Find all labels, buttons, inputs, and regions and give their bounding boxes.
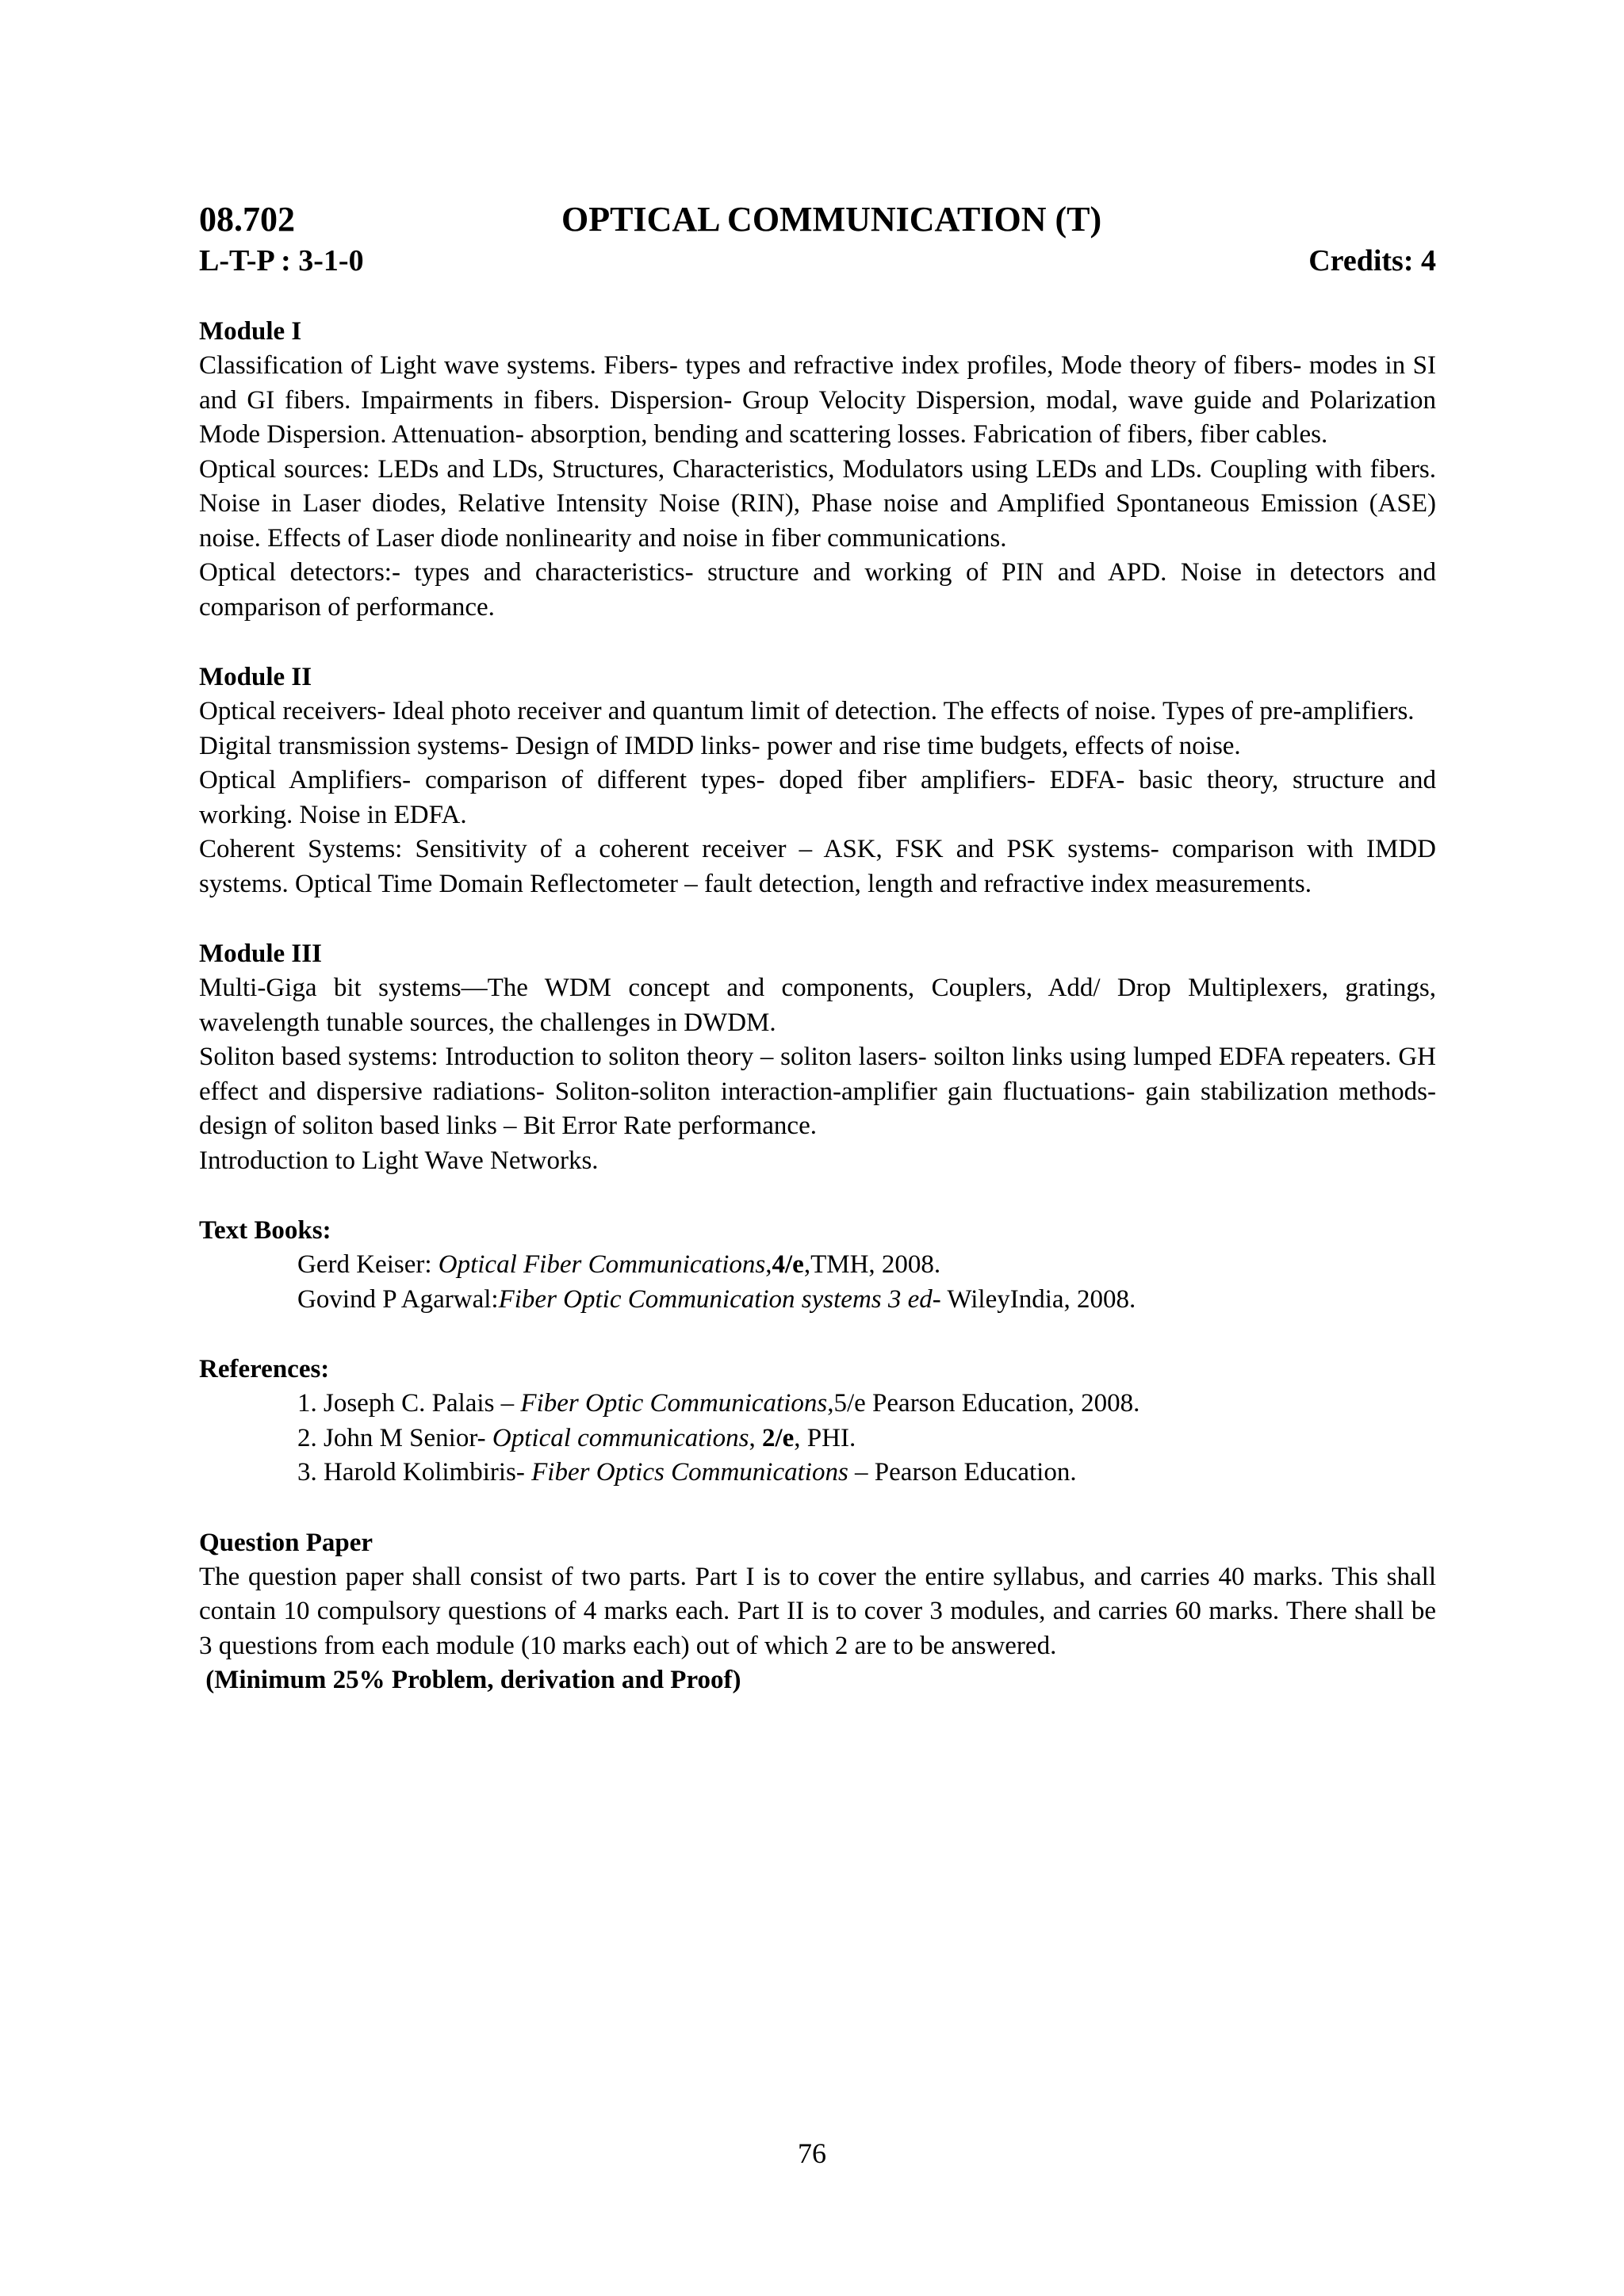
book-author: Gerd Keiser:	[297, 1250, 439, 1279]
module-1-section	[199, 314, 1436, 625]
question-paper-section	[199, 1525, 1436, 1698]
question-paper-paragraph: The question paper shall consist of two parts. Part I is to cover the entire syllabus, and carries 40 marks. This shall contain 10 compulsory questions of 4 marks each. Part II is to cover 3 modules, and carries 60 marks. There shall be 3 questions from each module (10 marks each) out of which 2 are to be answered.	[199, 1562, 1436, 1660]
reference-author: 2. John M Senior-	[297, 1423, 492, 1452]
module-3-paragraph-1: Multi-Giga bit systems—The WDM concept and components, Couplers, Add/ Drop Multiplexers, gratings, wavelength tunable sources, the challenges in DWDM.	[199, 974, 1436, 1037]
reference-item	[199, 1422, 1436, 1456]
module-2-paragraph-3: Optical Amplifiers- comparison of different types- doped fiber amplifiers- EDFA- basic theory, structure and working. Noise in EDFA.	[199, 766, 1436, 829]
reference-item	[199, 1456, 1436, 1490]
book-title: Optical Fiber Communications	[438, 1250, 766, 1279]
module-1-paragraph-3: Optical detectors:- types and characteristics- structure and working of PIN and APD. Noise in detectors and comparison of performance.	[199, 558, 1436, 622]
module-2-paragraph-4: Coherent Systems: Sensitivity of a coherent receiver – ASK, FSK and PSK systems- comparison with IMDD systems. Optical Time Domain Reflectometer – fault detection, length and refractive index measurements.	[199, 835, 1436, 898]
reference-title: Fiber Optics Communications	[531, 1458, 848, 1487]
text-book-item	[199, 1248, 1436, 1283]
course-title: OPTICAL COMMUNICATION (T)	[561, 200, 1102, 239]
book-publisher: ,TMH, 2008.	[803, 1250, 941, 1279]
module-3-heading: Module III	[199, 939, 322, 968]
reference-publisher: ,5/e Pearson Education, 2008.	[827, 1389, 1140, 1418]
text-book-item	[199, 1283, 1436, 1318]
module-2-paragraph-1: Optical receivers- Ideal photo receiver and quantum limit of detection. The effects of noise. Types of pre-amplifiers.	[199, 697, 1415, 725]
course-meta	[199, 243, 1436, 279]
reference-publisher: – Pearson Education.	[848, 1458, 1077, 1487]
reference-separator: ,	[749, 1423, 762, 1452]
book-title: Fiber Optic Communication systems 3 ed	[498, 1284, 933, 1314]
references-section	[199, 1352, 1436, 1490]
course-code: 08.702	[199, 200, 295, 239]
module-3-paragraph-3: Introduction to Light Wave Networks.	[199, 1146, 599, 1175]
text-books-heading: Text Books:	[199, 1216, 331, 1245]
syllabus-page	[199, 197, 1436, 1698]
module-3-section	[199, 936, 1436, 1178]
book-separator: ,	[765, 1250, 772, 1279]
module-2-heading: Module II	[199, 663, 312, 691]
reference-item	[199, 1387, 1436, 1422]
references-heading: References:	[199, 1355, 330, 1383]
book-author: Govind P Agarwal:	[297, 1284, 499, 1314]
text-books-section	[199, 1213, 1436, 1317]
book-edition: 4/e	[772, 1250, 804, 1279]
reference-author: 1. Joseph C. Palais –	[297, 1389, 521, 1418]
module-3-paragraph-2: Soliton based systems: Introduction to soliton theory – soliton lasers- soilton links using lumped EDFA repeaters. GH effect and dispersive radiations- Soliton-soliton interaction-amplifier gain fluctuations- gain stabilization methods- design of soliton based links – Bit Error Rate performance.	[199, 1043, 1436, 1140]
reference-author: 3. Harold Kolimbiris-	[297, 1458, 532, 1487]
reference-title: Fiber Optic Communications	[520, 1389, 828, 1418]
module-1-heading: Module I	[199, 317, 302, 346]
reference-edition: 2/e	[761, 1423, 795, 1452]
module-2-section	[199, 660, 1436, 901]
module-1-paragraph-1: Classification of Light wave systems. Fibers- types and refractive index profiles, Mode theory of fibers- modes in SI and GI fibers. Impairments in fibers. Dispersion- Group Velocity Dispersion, modal, wave guide and Polarization Mode Dispersion. Attenuation- absorption, bending and scattering losses. Fabrication of fibers, fiber cables.	[199, 351, 1436, 449]
reference-title: Optical communications	[492, 1423, 749, 1452]
module-1-paragraph-2: Optical sources: LEDs and LDs, Structures, Characteristics, Modulators using LEDs and LDs. Coupling with fibers. Noise in Laser diodes, Relative Intensity Noise (RIN), Phase noise and Amplified Spontaneous Emission (ASE) noise. Effects of Laser diode nonlinearity and noise in fiber communications.	[199, 454, 1436, 553]
question-paper-heading: Question Paper	[199, 1528, 373, 1557]
module-2-paragraph-2: Digital transmission systems- Design of IMDD links- power and rise time budgets, effects of noise.	[199, 731, 1241, 760]
course-header	[199, 197, 1436, 243]
page-number: 76	[798, 2137, 826, 2169]
book-publisher: - WileyIndia, 2008.	[932, 1284, 1136, 1314]
question-paper-note: (Minimum 25% Problem, derivation and Proof)	[199, 1666, 741, 1694]
credits-label: Credits: 4	[1308, 244, 1436, 277]
reference-publisher: , PHI.	[794, 1423, 856, 1452]
ltp-label: L-T-P : 3-1-0	[199, 244, 364, 277]
